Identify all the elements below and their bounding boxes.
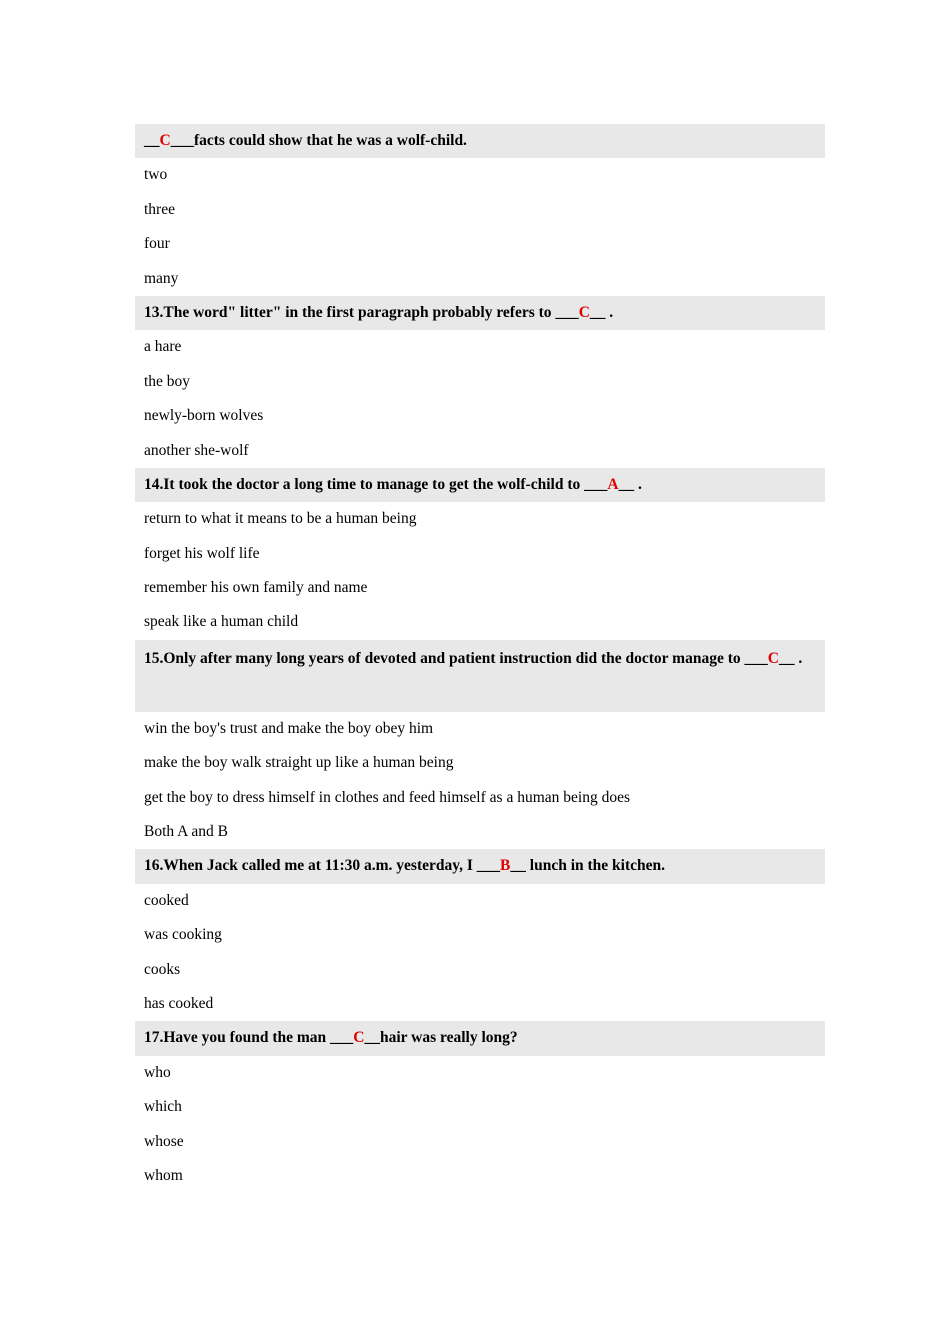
question-block	[135, 468, 825, 640]
option: newly-born wolves	[144, 407, 264, 425]
stem-suffix: __ .	[618, 475, 642, 493]
option: another she-wolf	[144, 441, 249, 459]
answer-letter: C	[767, 649, 779, 667]
stem-prefix: 17.Have you found the man ___	[144, 1029, 354, 1047]
option: two	[144, 166, 168, 184]
answer-letter: C	[159, 132, 171, 149]
question-stem	[135, 849, 825, 883]
option: make the boy walk straight up like a human being	[144, 754, 454, 772]
option: whose	[144, 1132, 184, 1150]
quiz-page	[135, 124, 825, 1193]
answer-letter: C	[578, 303, 590, 321]
stem-prefix: 14.It took the doctor a long time to manage to get the wolf-child to ___	[144, 475, 608, 493]
stem-prefix: __	[144, 132, 160, 149]
option: the boy	[144, 372, 191, 390]
stem-suffix: __ lunch in the kitchen.	[510, 857, 665, 875]
option: win the boy's trust and make the boy obey him	[144, 719, 434, 737]
question-block	[135, 640, 825, 850]
option: has cooked	[144, 994, 214, 1012]
answer-letter: A	[607, 475, 619, 493]
option: a hare	[144, 338, 182, 356]
option: cooked	[144, 891, 189, 909]
question-block	[135, 124, 825, 296]
question-block	[135, 296, 825, 468]
question-stem	[135, 1021, 825, 1055]
option: forget his wolf life	[144, 544, 260, 562]
option: which	[144, 1098, 182, 1116]
stem-suffix: __ .	[778, 649, 803, 667]
question-stem	[135, 468, 825, 502]
stem-prefix: 16.When Jack called me at 11:30 a.m. yesterday, I ___	[144, 857, 501, 875]
stem-suffix: __hair was really long?	[364, 1029, 518, 1047]
question-block	[135, 849, 825, 1021]
option: speak like a human child	[144, 613, 299, 631]
question-block	[135, 1021, 825, 1193]
option: Both A and B	[144, 823, 228, 841]
option: return to what it means to be a human being	[144, 510, 417, 528]
stem-suffix: __ .	[589, 303, 614, 321]
answer-letter: B	[500, 857, 511, 875]
option: cooks	[144, 960, 181, 978]
option: three	[144, 200, 175, 218]
option: many	[144, 269, 179, 287]
stem-prefix: 13.The word" litter" in the first paragraph probably refers to ___	[144, 303, 579, 321]
option: get the boy to dress himself in clothes and feed himself as a human being does	[144, 788, 630, 806]
stem-suffix: ___facts could show that he was a wolf-child.	[170, 132, 467, 149]
answer-letter: C	[353, 1029, 365, 1047]
question-stem	[135, 640, 825, 712]
question-stem	[135, 124, 825, 158]
option: remember his own family and name	[144, 579, 368, 597]
option: who	[144, 1063, 171, 1081]
option: four	[144, 235, 170, 253]
stem-prefix: 15.Only after many long years of devoted and patient instruction did the doctor manage to ___	[144, 649, 768, 667]
option: whom	[144, 1166, 183, 1184]
question-stem	[135, 296, 825, 330]
option: was cooking	[144, 926, 222, 944]
